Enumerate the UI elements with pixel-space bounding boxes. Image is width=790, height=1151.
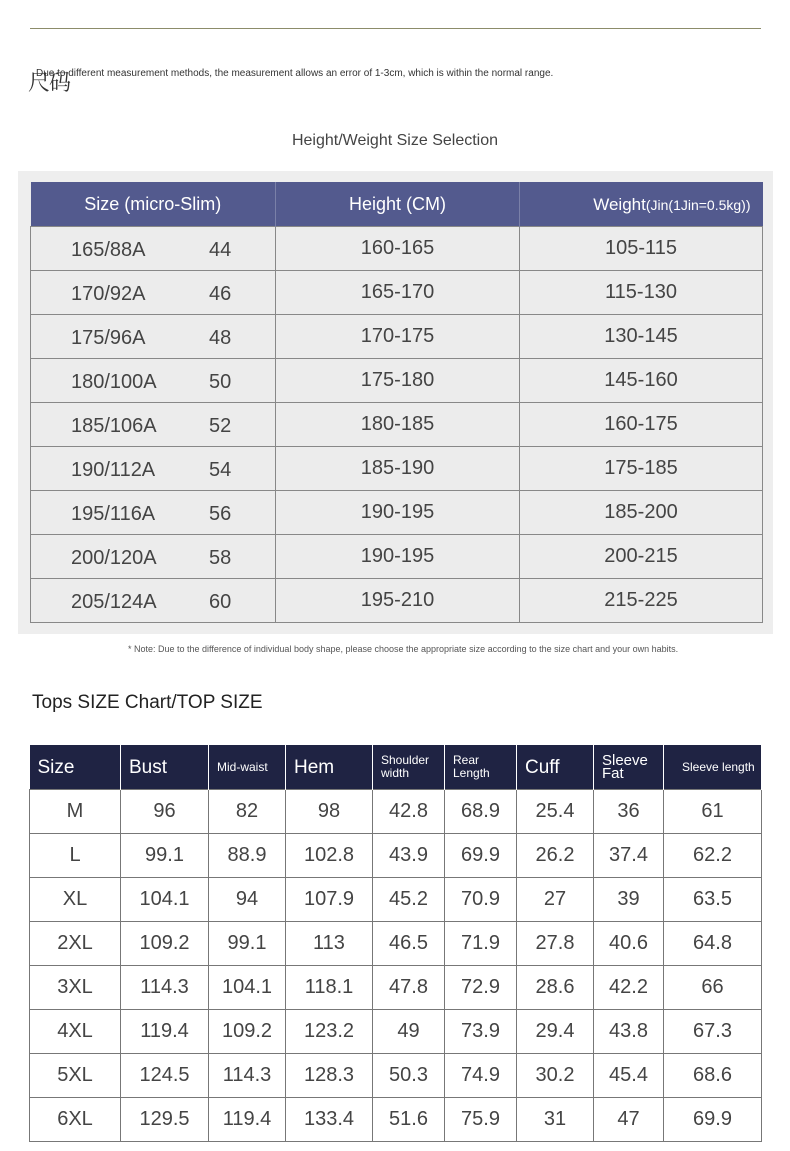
- column-header-hem: Hem: [286, 745, 373, 790]
- size-number: 56: [209, 503, 232, 525]
- tops-chart-title: Tops SIZE Chart/TOP SIZE: [32, 692, 263, 713]
- size-cell: L: [30, 834, 121, 878]
- mid-waist-cell: 88.9: [209, 834, 286, 878]
- bust-cell: 99.1: [121, 834, 209, 878]
- bust-cell: 96: [121, 790, 209, 834]
- mid-waist-cell: 104.1: [209, 966, 286, 1010]
- size-number: 46: [209, 283, 232, 305]
- weight-cell: 160-175: [520, 403, 763, 447]
- size-number: 58: [209, 547, 232, 569]
- sleeve-fat-cell: 45.4: [594, 1054, 664, 1098]
- bust-cell: 104.1: [121, 878, 209, 922]
- rear-length-cell: 73.9: [445, 1010, 517, 1054]
- hem-cell: 107.9: [286, 878, 373, 922]
- hem-cell: 113: [286, 922, 373, 966]
- column-header-bust: Bust: [121, 745, 209, 790]
- tops-size-table: [29, 745, 762, 1142]
- column-header-weight: [520, 182, 763, 227]
- table-row: [30, 834, 762, 878]
- rear-length-cell: 74.9: [445, 1054, 517, 1098]
- table-row: [30, 790, 762, 834]
- sleeve-fat-cell: 43.8: [594, 1010, 664, 1054]
- cuff-cell: 31: [517, 1098, 594, 1142]
- cuff-cell: 27: [517, 878, 594, 922]
- table-row: [31, 447, 763, 491]
- cuff-cell: 27.8: [517, 922, 594, 966]
- column-header-size: Size: [30, 745, 121, 790]
- table-row: [30, 1098, 762, 1142]
- column-header-mid-waist: Mid-waist: [209, 745, 286, 790]
- size-code: 205/124A: [71, 591, 157, 613]
- sleeve-length-cell: 68.6: [664, 1054, 762, 1098]
- mid-waist-cell: 119.4: [209, 1098, 286, 1142]
- size-code: 200/120A: [71, 547, 157, 569]
- weight-cell: 185-200: [520, 491, 763, 535]
- hem-cell: 118.1: [286, 966, 373, 1010]
- bust-cell: 119.4: [121, 1010, 209, 1054]
- table-row: [30, 1054, 762, 1098]
- sleeve-length-cell: 64.8: [664, 922, 762, 966]
- size-code: 185/106A: [71, 415, 157, 437]
- height-cell: 175-180: [276, 359, 520, 403]
- height-cell: 170-175: [276, 315, 520, 359]
- weight-cell: 215-225: [520, 579, 763, 623]
- measurement-note: Due to different measurement methods, the measurement allows an error of 1-3cm, which is within the normal range.: [36, 68, 554, 79]
- bust-cell: 114.3: [121, 966, 209, 1010]
- size-cell: M: [30, 790, 121, 834]
- mid-waist-cell: 114.3: [209, 1054, 286, 1098]
- cuff-cell: 30.2: [517, 1054, 594, 1098]
- size-cell: XL: [30, 878, 121, 922]
- sleeve-fat-cell: 36: [594, 790, 664, 834]
- size-cell: [31, 579, 276, 623]
- size-cell: [31, 447, 276, 491]
- size-code: 175/96A: [71, 327, 146, 349]
- weight-label: Weight: [593, 194, 646, 214]
- shoulder-width-cell: 47.8: [373, 966, 445, 1010]
- table-row: [31, 535, 763, 579]
- hem-cell: 123.2: [286, 1010, 373, 1054]
- bust-cell: 129.5: [121, 1098, 209, 1142]
- mid-waist-cell: 109.2: [209, 1010, 286, 1054]
- column-header-height: Height (CM): [276, 182, 520, 227]
- sleeve-fat-cell: 37.4: [594, 834, 664, 878]
- sleeve-length-cell: 61: [664, 790, 762, 834]
- table-row: [31, 271, 763, 315]
- size-cell: 4XL: [30, 1010, 121, 1054]
- rear-length-cell: 71.9: [445, 922, 517, 966]
- bust-cell: 124.5: [121, 1054, 209, 1098]
- rear-length-cell: 72.9: [445, 966, 517, 1010]
- cuff-cell: 29.4: [517, 1010, 594, 1054]
- table-row: [30, 878, 762, 922]
- shoulder-width-cell: 42.8: [373, 790, 445, 834]
- hem-cell: 133.4: [286, 1098, 373, 1142]
- table-row: [30, 922, 762, 966]
- mid-waist-cell: 94: [209, 878, 286, 922]
- hem-cell: 98: [286, 790, 373, 834]
- table-row: [31, 315, 763, 359]
- height-cell: 190-195: [276, 535, 520, 579]
- column-header-rear-length: Rear Length: [445, 745, 517, 790]
- size-cell: 3XL: [30, 966, 121, 1010]
- page-title: 尺码: [28, 71, 71, 96]
- shoulder-width-cell: 45.2: [373, 878, 445, 922]
- rear-length-cell: 69.9: [445, 834, 517, 878]
- size-code: 195/116A: [71, 503, 156, 525]
- sleeve-length-cell: 69.9: [664, 1098, 762, 1142]
- size-code: 180/100A: [71, 371, 157, 393]
- size-code: 170/92A: [71, 283, 146, 305]
- hem-cell: 128.3: [286, 1054, 373, 1098]
- size-cell: 5XL: [30, 1054, 121, 1098]
- size-code: 190/112A: [71, 459, 156, 481]
- column-header-cuff: Cuff: [517, 745, 594, 790]
- size-cell: 6XL: [30, 1098, 121, 1142]
- table-row: [31, 403, 763, 447]
- table-header-row: [31, 182, 763, 227]
- top-divider: [30, 28, 761, 29]
- size-note: * Note: Due to the difference of individual body shape, please choose the appropriate size according to the size chart and your own habits.: [128, 644, 679, 654]
- shoulder-width-cell: 43.9: [373, 834, 445, 878]
- size-cell: [31, 227, 276, 271]
- sleeve-fat-cell: 47: [594, 1098, 664, 1142]
- size-cell: [31, 535, 276, 579]
- height-cell: 160-165: [276, 227, 520, 271]
- size-number: 52: [209, 415, 232, 437]
- sleeve-fat-cell: 40.6: [594, 922, 664, 966]
- size-number: 48: [209, 327, 232, 349]
- weight-cell: 175-185: [520, 447, 763, 491]
- size-code: 165/88A: [71, 239, 146, 261]
- size-cell: [31, 491, 276, 535]
- table-row: [30, 966, 762, 1010]
- table-row: [30, 1010, 762, 1054]
- column-header-sleeve-length: Sleeve length: [664, 745, 762, 790]
- size-cell: [31, 403, 276, 447]
- sleeve-length-cell: 63.5: [664, 878, 762, 922]
- weight-cell: 115-130: [520, 271, 763, 315]
- height-cell: 195-210: [276, 579, 520, 623]
- shoulder-width-cell: 46.5: [373, 922, 445, 966]
- sleeve-fat-cell: 39: [594, 878, 664, 922]
- column-header-size: Size (micro-Slim): [31, 182, 276, 227]
- shoulder-width-cell: 50.3: [373, 1054, 445, 1098]
- table-row: [31, 579, 763, 623]
- sleeve-length-cell: 66: [664, 966, 762, 1010]
- weight-cell: 145-160: [520, 359, 763, 403]
- weight-cell: 200-215: [520, 535, 763, 579]
- sleeve-fat-cell: 42.2: [594, 966, 664, 1010]
- size-number: 50: [209, 371, 232, 393]
- sleeve-length-cell: 67.3: [664, 1010, 762, 1054]
- size-cell: [31, 315, 276, 359]
- shoulder-width-cell: 51.6: [373, 1098, 445, 1142]
- height-weight-table: [30, 182, 763, 623]
- hem-cell: 102.8: [286, 834, 373, 878]
- column-header-sleeve-fat: Sleeve Fat: [594, 745, 664, 790]
- table-row: [31, 227, 763, 271]
- table-row: [31, 359, 763, 403]
- size-cell: 2XL: [30, 922, 121, 966]
- cuff-cell: 25.4: [517, 790, 594, 834]
- weight-cell: 105-115: [520, 227, 763, 271]
- weight-unit-label: (Jin(1Jin=0.5kg)): [645, 196, 751, 213]
- bust-cell: 109.2: [121, 922, 209, 966]
- height-cell: 185-190: [276, 447, 520, 491]
- shoulder-width-cell: 49: [373, 1010, 445, 1054]
- sleeve-length-cell: 62.2: [664, 834, 762, 878]
- height-cell: 190-195: [276, 491, 520, 535]
- cuff-cell: 28.6: [517, 966, 594, 1010]
- mid-waist-cell: 99.1: [209, 922, 286, 966]
- rear-length-cell: 70.9: [445, 878, 517, 922]
- height-cell: 165-170: [276, 271, 520, 315]
- rear-length-cell: 68.9: [445, 790, 517, 834]
- column-header-shoulder-width: Shoulder width: [373, 745, 445, 790]
- height-weight-title: Height/Weight Size Selection: [291, 132, 499, 149]
- size-number: 60: [209, 591, 232, 613]
- rear-length-cell: 75.9: [445, 1098, 517, 1142]
- height-cell: 180-185: [276, 403, 520, 447]
- size-cell: [31, 359, 276, 403]
- size-number: 54: [209, 459, 232, 481]
- table-row: [31, 491, 763, 535]
- cuff-cell: 26.2: [517, 834, 594, 878]
- weight-cell: 130-145: [520, 315, 763, 359]
- size-number: 44: [209, 239, 232, 261]
- table-header-row: [30, 745, 762, 790]
- mid-waist-cell: 82: [209, 790, 286, 834]
- size-cell: [31, 271, 276, 315]
